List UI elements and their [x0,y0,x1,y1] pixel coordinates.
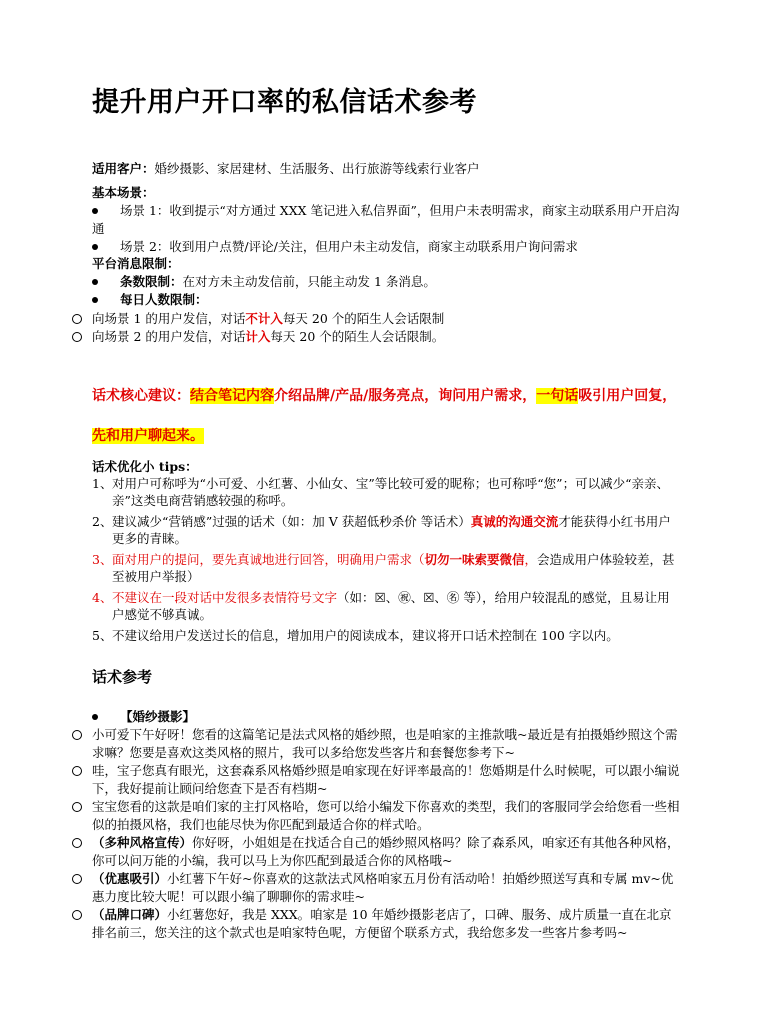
script-item-2: 哇，宝子您真有眼光，这套森系风格婚纱照是咱家现在好评率最高的！您婚期是什么时候呢，可以跟小编说下，我好提前让顾问给您查下是否有档期~ [72,762,682,798]
circle-bullet-icon [72,314,82,324]
circle-bullet-icon [72,802,82,812]
script-item-5: （优惠吸引）小红薯下午好~你喜欢的这款法式风格咱家五月份有活动哈！拍婚纱照送写真和专属 mv~优惠力度比较大呢！可以跟小编了聊聊你的需求哇~ [72,870,682,906]
script-item-3: 宝宝您看的这款是咱们家的主打风格哈，您可以给小编发下你喜欢的类型，我们的客服同学会给您看一些相似的拍摄风格，我们也能尽快为你匹配到最适合你的样式哈。 [72,798,682,834]
script-item-1: 小可爱下午好呀！您看的这篇笔记是法式风格的婚纱照，也是咱家的主推款哦~最近是有拍摄婚纱照这个需求嘛？您要是喜欢这类风格的照片，我可以多给您发些客片和套餐您参考下~ [72,726,682,762]
applicable-customers [92,160,682,178]
core-suggestion: 话术核心建议：结合笔记内容介绍品牌/产品/服务亮点，询问用户需求，一句话吸引用户回复，先和用户聊起来。 [92,388,677,444]
tip-item-1: 1、 对用户可称呼为“小可爱、小红薯、小仙女、宝”等比较可爱的昵称；也可称呼“您”；可以减少“亲亲、亲”这类电商营销感较强的称呼。 [92,476,669,508]
circle-bullet-icon [72,910,82,920]
bullet-icon [92,279,98,285]
limit-item-1: 条数限制：在对方未主动发信前，只能主动发 1 条消息。 [92,273,682,291]
limit-item-2: 每日人数限制： [92,291,682,309]
limit-subitem-2: 向场景 2 的用户发信，对话计入每天 20 个的陌生人会话限制。 [72,328,682,346]
tips-section [92,458,682,648]
basic-scenes-label: 基本场景： [92,185,155,200]
applicable-label: 适用客户： [92,161,155,176]
script-item-6: （品牌口碑）小红薯您好，我是 XXX。咱家是 10 年婚纱摄影老店了，口碑、服务、成片质量一直在北京排名前三，您关注的这个款式也是咱家特色呢，方便留个联系方式，我给您多发一些客片参考吗~ [72,906,682,942]
bullet-icon [92,244,98,250]
scene-item-2: 场景 2：收到用户点赞/评论/关注，但用户未主动发信，商家主动联系用户询问需求 [92,238,682,256]
tips-label: 话术优化小 tips： [92,459,198,474]
circle-bullet-icon [72,766,82,776]
circle-bullet-icon [72,874,82,884]
bullet-icon [92,208,98,214]
applicable-text: 婚纱摄影、家居建材、生活服务、出行旅游等线索行业客户 [154,161,480,176]
scene-item-1: 场景 1：收到提示“对方通过 XXX 笔记进入私信界面”，但用户未表明需求，商家主动联系用户开启沟通 [92,203,680,236]
page-title: 提升用户开口率的私信话术参考 [92,87,477,118]
tip-item-5: 5、 不建议给用户发送过长的信息，增加用户的阅读成本，建议将开口话术控制在 100 字以内。 [92,628,619,643]
bullet-icon [92,714,98,720]
limit-subitem-1: 向场景 1 的用户发信，对话不计入每天 20 个的陌生人会话限制 [72,310,682,328]
tip-item-4: 4、 不建议在一段对话中发很多表情符号文字（如：☒、㊗、☒、㊔ 等），给用户较混乱的感觉，且易让用户感觉不够真诚。 [92,590,670,622]
circle-bullet-icon [72,730,82,740]
tip-item-2: 2、 建议减少“营销感”过强的话术（如：加 V 获超低秒杀价 等话术）真诚的沟通交流才能获得小红书用户更多的青睐。 [92,514,671,546]
tip-item-3: 3、 面对用户的提问，要先真诚地进行回答，明确用户需求（切勿一味索要微信，会造成用户体验较差，甚至被用户举报） [92,552,675,584]
circle-bullet-icon [72,332,82,342]
platform-limits-label: 平台消息限制： [92,256,180,271]
script-item-4: （多种风格宣传）你好呀，小姐姐是在找适合自己的婚纱照风格吗？除了森系风，咱家还有其他各种风格，你可以问万能的小编，我可以马上为你匹配到最适合你的风格哦~ [72,834,682,870]
section-title: 话术参考 [92,668,153,686]
circle-bullet-icon [72,838,82,848]
bullet-icon [92,297,98,303]
category-item: 【婚纱摄影】 [92,708,682,726]
